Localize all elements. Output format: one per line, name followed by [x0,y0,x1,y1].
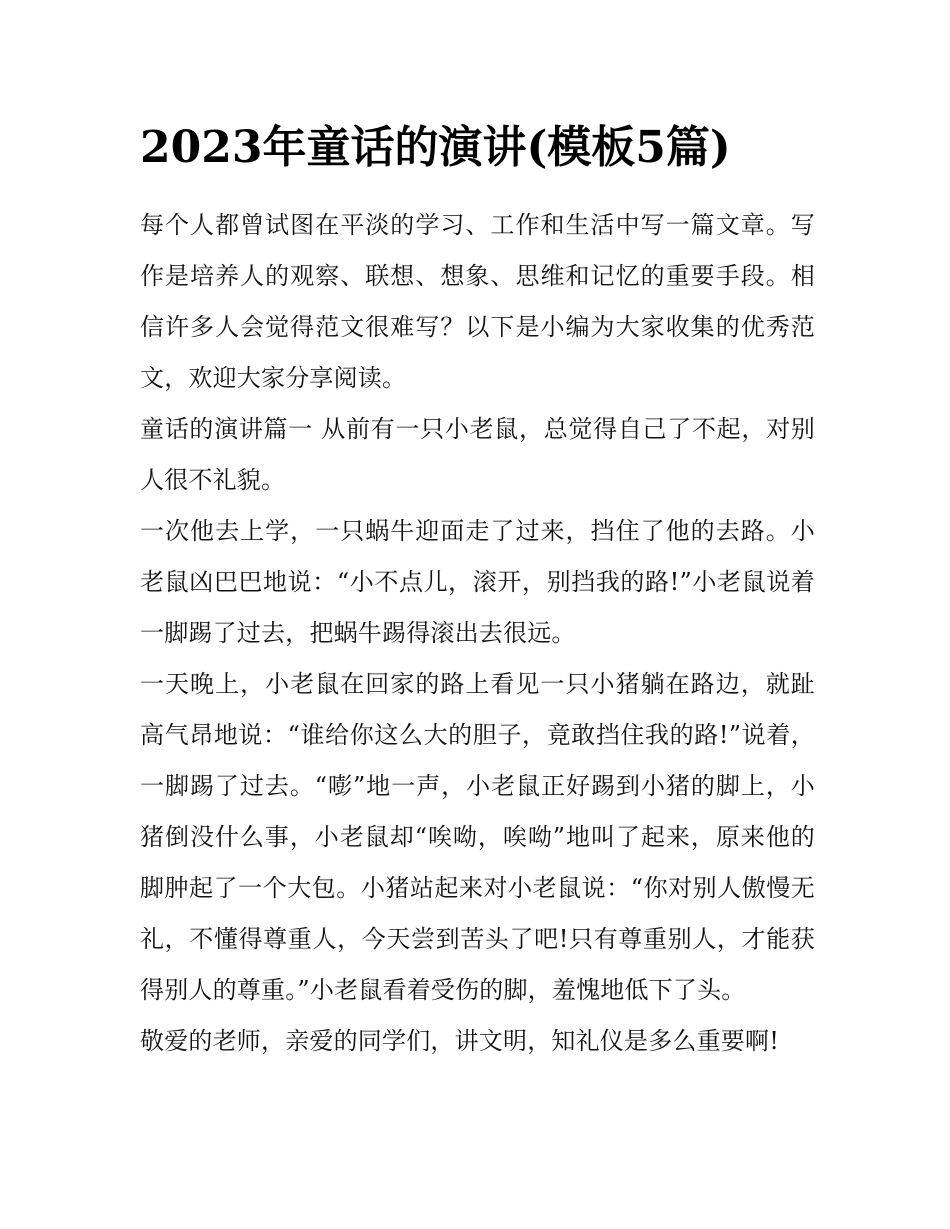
paragraph-story-opening: 童话的演讲篇一 从前有一只小老鼠，总觉得自己了不起，对别人很不礼貌。 [140,415,815,494]
paragraph-snail: 一次他去上学，一只蜗牛迎面走了过来，挡住了他的去路。小老鼠凶巴巴地说：“小不点儿，滚开，别挡我的路!”小老鼠说着一脚踢了过去，把蜗牛踢得滚出去很远。 [140,517,815,647]
document-title: 2023年童话的演讲(模板5篇) [140,122,731,173]
paragraph-closing: 敬爱的老师，亲爱的同学们，讲文明，知礼仪是多么重要啊! [140,1027,780,1055]
document-body [140,200,815,1067]
paragraph-intro: 每个人都曾试图在平淡的学习、工作和生活中写一篇文章。写作是培养人的观察、联想、想象、思维和记忆的重要手段。相信许多人会觉得范文很难写？以下是小编为大家收集的优秀范文，欢迎大家分享阅读。 [140,211,815,392]
paragraph-pig: 一天晚上，小老鼠在回家的路上看见一只小猪躺在路边，就趾高气昂地说：“谁给你这么大的胆子，竟敢挡住我的路!”说着，一脚踢了过去。“嘭”地一声，小老鼠正好踢到小猪的脚上，小猪倒没什么事，小老鼠却“唉呦，唉呦”地叫了起来，原来他的脚肿起了一个大包。小猪站起来对小老鼠说：“你对别人傲慢无礼，不懂得尊重人，今天尝到苦头了吧!只有尊重别人，才能获得别人的尊重。”小老鼠看着受伤的脚，羞愧地低下了头。 [140,670,815,1004]
